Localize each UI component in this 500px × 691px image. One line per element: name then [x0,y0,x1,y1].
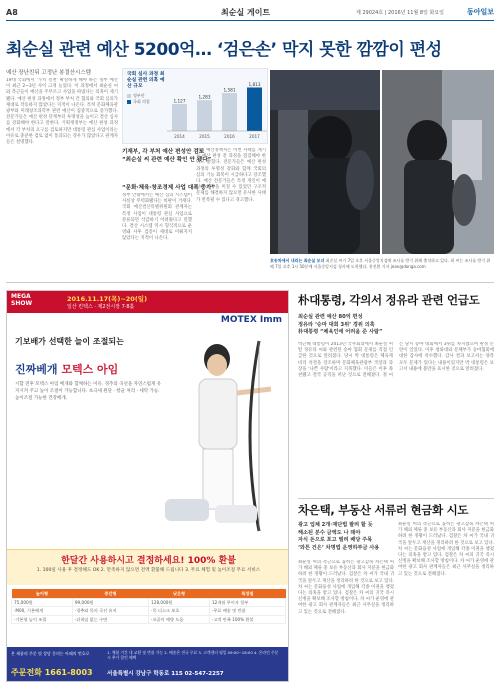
ad-footer [7,647,289,681]
advertisement [6,290,289,682]
chart-data-label-2015: 1,283 [198,94,211,100]
chart-data-label-2016: 1,581 [223,87,236,93]
newspaper-logo: 동아일보 [466,7,494,16]
ad-order-phone[interactable]: 주문전화 1661-8003 [11,668,93,677]
main-story-col2: 정부 안팎에서는 예산 심의 시스템이 사실상 무력화됐다는 비판이 거세다. 국회 예산결산특별위원회 관계자는 특정 사업이 대통령 관심 사업으로 분류되면 삭감하기 어려웠다고 말했다. 결산 시스템 역시 형식적으로 운영돼 사후 검증이 제대로 이뤄지지 않았다는 지적이 나온다. [122,193,192,242]
ad-subheadline: 기보배가 선택한 늘이 조절되는 [15,337,124,346]
photo-right [382,70,494,254]
photo-left-image [270,70,380,254]
story3-subhead: 광고 업체 2개·재단법 팔려 할 듯 해소된 분수 금액도 나 돼야 자식 돈으로 포고 벌려 배당 주목 ‘와튼 건은’ 차명법 운영하부금 사용 [298,522,380,551]
chart-data-label-2017: 1,813 [248,81,261,87]
story3-headline: 차은택, 부동산 서류러 현금화 시도 [298,503,469,517]
story3-body-b: 최순실 씨의 측근으로 꼽히는 광고감독 차은택 씨가 해외 체류 중 보유 부동산과 회사 지분을 현금화하려 한 정황이 드러났다. 검찰은 차 씨가 국내 귀국을 앞두고 재산을 정리하려 한 것으로 보고 있다. 차 씨는 문화융성 사업에 개입해 각종 이권을 챙겼다는 의혹을 받고 있다. 검찰은 차 씨의 귀국 즉시 신병을 확보해 조사할 방침이다. 차 씨가 운영에 관여한 광고 회사 관계자들은 최근 사무실을 정리하고 있는 것으로 전해졌다. [398,522,494,577]
story2-subhead: 최순실 관련 예산 80억 편성 정유라 ‘승마 대회 3위’ 경위 의혹 朴대통령 “체육인에 어려움 준 사람” [298,314,383,336]
legend-swatch-gov [127,94,131,98]
ad-archer-image [155,331,275,541]
ad-event-venue: 일산 킨텍스 · 제2전시장 7·8홀 [67,304,135,310]
ad-refund-sub: 1. 100일 사용 후 결정해도 OK 2. 만족하지 않으면 전액 환불해 드립니다 3. 무료 체험 및 높이조절 무료 서비스 [36,568,261,573]
photo-right-image [382,70,494,254]
ad-footer-info: 1. 체험 기간 내 교환 및 반품 가능 2. 배송은 전국 무료 3. 고객센터 평일 09:00~18:00 4. 온라인 주문 시 추가 할인 혜택 [107,650,279,661]
photo-left [270,70,380,254]
table-row: ·M00, 기본베개 ·경추와 목의 곡선 유지 ·목 디스크 보호 ·무료 배송 및 반품 [12,607,286,615]
ad-mega-show: MEGA SHOW [11,293,33,307]
photo-caption [270,258,494,269]
page-number: A8 [6,7,18,17]
section-title: 최순실 게이트 [221,7,271,17]
ad-headline: 진짜베개 모텍스 아임 [15,363,119,376]
chart-tick-label-2014: 2014 [174,134,185,139]
masthead [6,4,494,20]
ad-refund-banner [7,549,289,585]
table-row: ·기본형 높이 조절 ·뒤척임 없는 수면 ·코골이 예방 도움 ·고객 만족 100% 환불 [12,615,286,623]
legend-swatch-assembly [127,100,131,104]
chart-bar-2016 [222,93,237,131]
pull-quote-2: “문화·체육·창조경제 사업 대폭 증가” [122,185,216,191]
story2-body: 박근혜 대통령이 2013년 국무회의에서 최순실 씨 딸 정유라 씨와 관련된 승마 협회 문제를 직접 언급한 것으로 알려졌다. 당시 박 대통령은 체육계 비리 척결을 강조하며 문화체육관광부 국장과 과장을 '나쁜 사람'이라고 지목했다. 이들은 이후 좌천됐고 결국 공직을 떠난 것으로 전해졌다. 정 씨는 당시 승마 대회에서 3위를 차지했으며 판정 논란이 일었다. 이후 청와대와 문체부가 승마협회에 대한 감사에 착수했다. 감사 결과 보고서는 양측 모두 문제가 있다는 내용이었지만 박 대통령은 보고서 내용에 불만을 표시한 것으로 알려졌다. [298,342,494,379]
table-row: 75,000원 99,000원 128,000원 12개월 무이자 할부 [12,599,286,607]
ad-brand-logo: MOTEX Imm [220,315,282,325]
story3-body-a: 최순실 씨의 측근으로 꼽히는 광고감독 차은택 씨가 해외 체류 중 보유 부동산과 회사 지분을 현금화하려 한 정황이 드러났다. 검찰은 차 씨가 국내 귀국을 앞두고 재산을 정리하려 한 것으로 보고 있다. 차 씨는 문화융성 사업에 개입해 각종 이권을 챙겼다는 의혹을 받고 있다. 검찰은 차 씨의 귀국 즉시 신병을 확보해 조사할 방침이다. 차 씨가 운영에 관여한 광고 회사 관계자들은 최근 사무실을 정리하고 있는 것으로 전해졌다. [298,560,394,615]
chart-tick-label-2016: 2016 [224,134,235,139]
story-divider [298,498,494,499]
ad-table-header: 중간형 [72,589,148,599]
ad-table-header: 낮은형 [149,589,210,599]
chart-title: 국회 심사 과정 최순실 관련 의혹 예산 규모 [127,72,165,89]
main-headline: 최순실 관련 예산 5200억… ‘검은손’ 막지 못한 깜깜이 편성 [6,40,442,60]
budget-chart [122,68,268,144]
chart-bar-2014 [172,104,187,131]
issue-date: 제 29024호 | 2016년 11월 8일 화요일 [355,9,444,16]
main-story-col1: 19대 국회에서 '가치 실천' 확실하게 해야 하는 정부 예산이 최근 2~3년 사이 크게 늘었다. 이 과정에서 최순실 씨와 측근들이 예산을 주무르고 사업을 따냈다는 의혹이 제기됐다. 예산 편성 과정에서 정부 부처 간 협의와 국회 심의가 제대로 작동하지 않았다는 지적이 나온다. 특히 문화체육관광부와 미래창조과학부 관련 예산이 집중적으로 증가했다. 전문가들은 예산 편성 단계부터 투명성을 높이고 결산 심사를 강화해야 한다고 말한다. 기획재정부는 예산 편성 과정에서 각 부처의 요구를 검토하지만 대통령 관심 사업이라는 이유로 충분한 검토 없이 통과되는 경우가 많았다고 관계자들은 설명했다. [6,78,118,146]
story2-headline: 朴대통령, 각의서 정유라 관련 언급도 [298,293,480,307]
masthead-rule [6,20,494,21]
pull-quote-1: 기재부, 각 부처 예산 편성안 검토 “최순실 씨 관련 예산 확인 안 됐다” [122,149,212,163]
ad-footer-note: 본 제품의 주문 및 상담 문의는 아래의 번호로 [11,651,90,656]
ad-event-dates: 2016.11.17(목)~20(일) [67,295,148,303]
legend-item-gov: 정부안 [127,93,150,99]
ad-address: 서울특별시 강남구 학동로 115 02-547-2257 [107,671,224,677]
chart-plot [167,71,267,143]
chart-legend [127,93,150,105]
ad-top-banner [7,291,289,313]
chart-tick-label-2017: 2017 [249,134,260,139]
ad-price-table [11,589,286,645]
ad-table-header: 높이형 [12,589,73,599]
chart-tick-label-2015: 2015 [199,134,210,139]
ad-refund-title: 한달간 사용하시고 결정하세요! 100% 환불 [61,556,236,566]
main-byline: 예산 장난친뒤 고정난 봉결산시스템 [6,70,91,76]
chart-bar-2015 [197,100,212,131]
main-story-col3: 국회 예산정책처는 이번 사태를 계기로 예산 편성 전 과정을 점검해야 한다고 밝혔다. 전문가들은 예산 편성 과정의 투명성 강화와 함께 국회의 심의 기능 회복이 시급하다고 강조했다. 예산 전문가들은 특정 개인이 예산에 영향을 미칠 수 있었던 구조적 문제를 해결하지 않으면 유사한 사태가 반복될 수 있다고 경고했다. [196,148,266,203]
legend-item-assembly: 국회 의결 [127,99,150,105]
ad-body-text: 시합 전후 모텍스 아임 베개와 함께하는 이유. 경추의 곡선을 자연스럽게 유지시켜 주고 높이 조절이 가능합니다. 초극세 원단 · 항균 처리 · 세탁 가능. 높이조절 가능한 건강베개. [15,382,162,401]
photo-caption-text: 최순실 씨가 7일 오후 서울중앙지검에 조사를 받기 위해 출석하고 있다. 최 씨는 조사를 받기 위해 7일 오후 1시 50분께 서울중앙지검 청사에 도착했다. 홍진환 기자 jean@donga.com [270,258,491,269]
section-divider [6,282,494,283]
photo-caption-title: 호송차에서 내리는 최순실 모녀 [270,258,325,263]
ad-table-header: 특장점 [209,589,285,599]
chart-data-label-2014: 1,127 [173,98,186,104]
chart-bar-2017 [247,87,262,131]
